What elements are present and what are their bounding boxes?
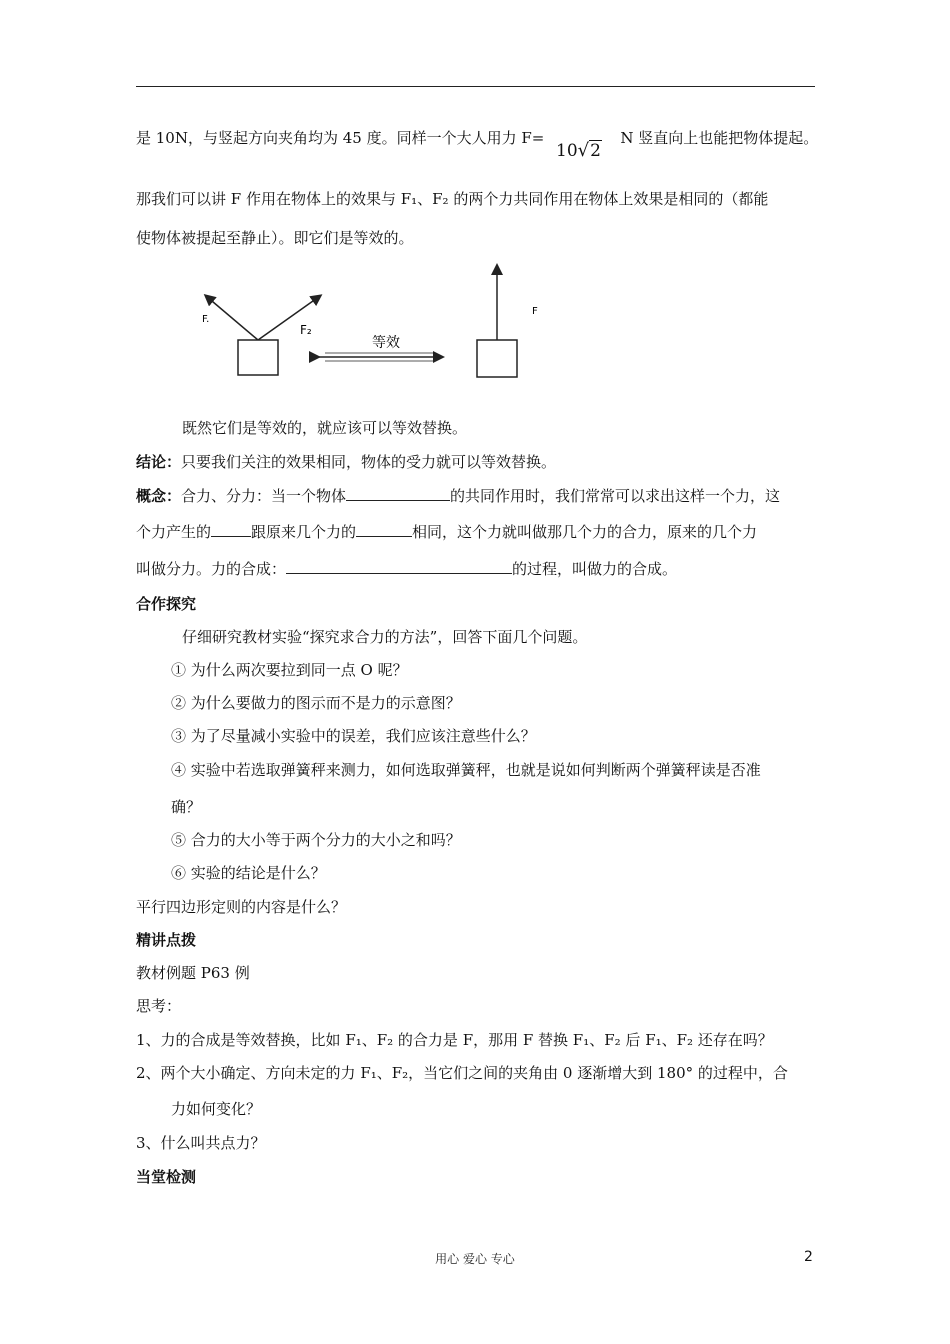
f1-label: F.	[202, 314, 210, 325]
question-3: ③ 为了尽量减小实验中的误差，我们应该注意些什么？	[171, 727, 536, 745]
cooperate-intro: 仔细研究教材实验“探究求合力的方法”，回答下面几个问题。	[182, 628, 588, 646]
math-coefficient: 10	[556, 141, 578, 161]
question-6: ⑥ 实验的结论是什么？	[171, 864, 326, 882]
equivalence-diagram	[190, 256, 560, 396]
paragraph-1	[136, 128, 818, 148]
question-1: ① 为什么两次要拉到同一点 O 呢？	[171, 661, 408, 679]
page-number: 2	[804, 1249, 813, 1265]
blank-3	[356, 522, 412, 537]
concept-text-1a: 合力、分力：当一个物体	[181, 487, 347, 505]
question-4-line-1: ④ 实验中若选取弹簧秤来测力，如何选取弹簧秤，也就是说如何判断两个弹簧秤读是否准	[171, 761, 761, 779]
blank-4	[286, 559, 512, 574]
p1-text-before: 是 10N，与竖起方向夹角均为 45 度。同样一个大人用力 F=	[136, 129, 545, 147]
concept-text-1b: 的共同作用时，我们常常可以求出这样一个力，这	[450, 487, 781, 505]
f2-label: F₂	[300, 323, 312, 337]
parallelogram-question: 平行四边形定则的内容是什么？	[136, 898, 347, 916]
concept-text-2a: 个力产生的	[136, 523, 212, 541]
left-box	[238, 340, 278, 375]
cooperate-heading: 合作探究	[136, 595, 197, 613]
right-box	[477, 340, 517, 377]
example-ref: 教材例题 P63 例	[136, 964, 250, 982]
paragraph-2-line-2: 使物体被提起至静止）。即它们是等效的。	[136, 229, 414, 247]
concept-text-3b: 的过程，叫做力的合成。	[512, 560, 678, 578]
concept-line-2	[136, 522, 757, 542]
f-label: F	[532, 306, 538, 317]
f1-arrow	[206, 296, 258, 340]
concept-line-3	[136, 559, 677, 579]
think-3: 3、什么叫共点力？	[136, 1134, 266, 1152]
concept-text-3a: 叫做分力。力的合成：	[136, 560, 287, 578]
concept-text-2c: 相同，这个力就叫做那几个力的合力，原来的几个力	[412, 523, 758, 541]
question-4-line-2: 确？	[171, 798, 202, 816]
concept-line-1	[136, 486, 780, 506]
concept-label: 概念：	[136, 487, 182, 505]
concept-text-2b: 跟原来几个力的	[251, 523, 357, 541]
conclusion	[136, 452, 556, 472]
header-rule	[136, 86, 815, 87]
p1-text-after: N 竖直向上也能把物体提起。	[620, 129, 819, 147]
blank-1	[346, 486, 450, 501]
think-2-line-1: 2、两个大小确定、方向未定的力 F₁、F₂，当它们之间的夹角由 0 逐渐增大到 180° 的过程中，合	[136, 1064, 788, 1082]
think-label: 思考：	[136, 997, 182, 1015]
think-1: 1、力的合成是等效替换，比如 F₁、F₂ 的合力是 F，那用 F 替换 F₁、F₂ 后 F₁、F₂ 还存在吗？	[136, 1031, 773, 1049]
blank-2	[211, 522, 251, 537]
math-radicand: 2	[590, 141, 601, 161]
conclusion-text: 只要我们关注的效果相同，物体的受力就可以等效替换。	[181, 453, 557, 471]
conclusion-label: 结论：	[136, 453, 182, 471]
footer-motto: 用心 爱心 专心	[435, 1252, 515, 1266]
paragraph-2-line-1: 那我们可以讲 F 作用在物体上的效果与 F₁、F₂ 的两个力共同作用在物体上效果是相同的（都能	[136, 190, 769, 208]
think-2-line-2: 力如何变化？	[171, 1100, 262, 1118]
test-heading: 当堂检测	[136, 1168, 197, 1186]
question-2: ② 为什么要做力的图示而不是力的示意图？	[171, 694, 461, 712]
question-5: ⑤ 合力的大小等于两个分力的大小之和吗？	[171, 831, 461, 849]
equiv-label: 等效	[372, 335, 400, 351]
paragraph-3: 既然它们是等效的，就应该可以等效替换。	[182, 419, 468, 437]
explain-heading: 精讲点拨	[136, 931, 197, 949]
math-ten-root-two: 10√2	[556, 140, 601, 161]
